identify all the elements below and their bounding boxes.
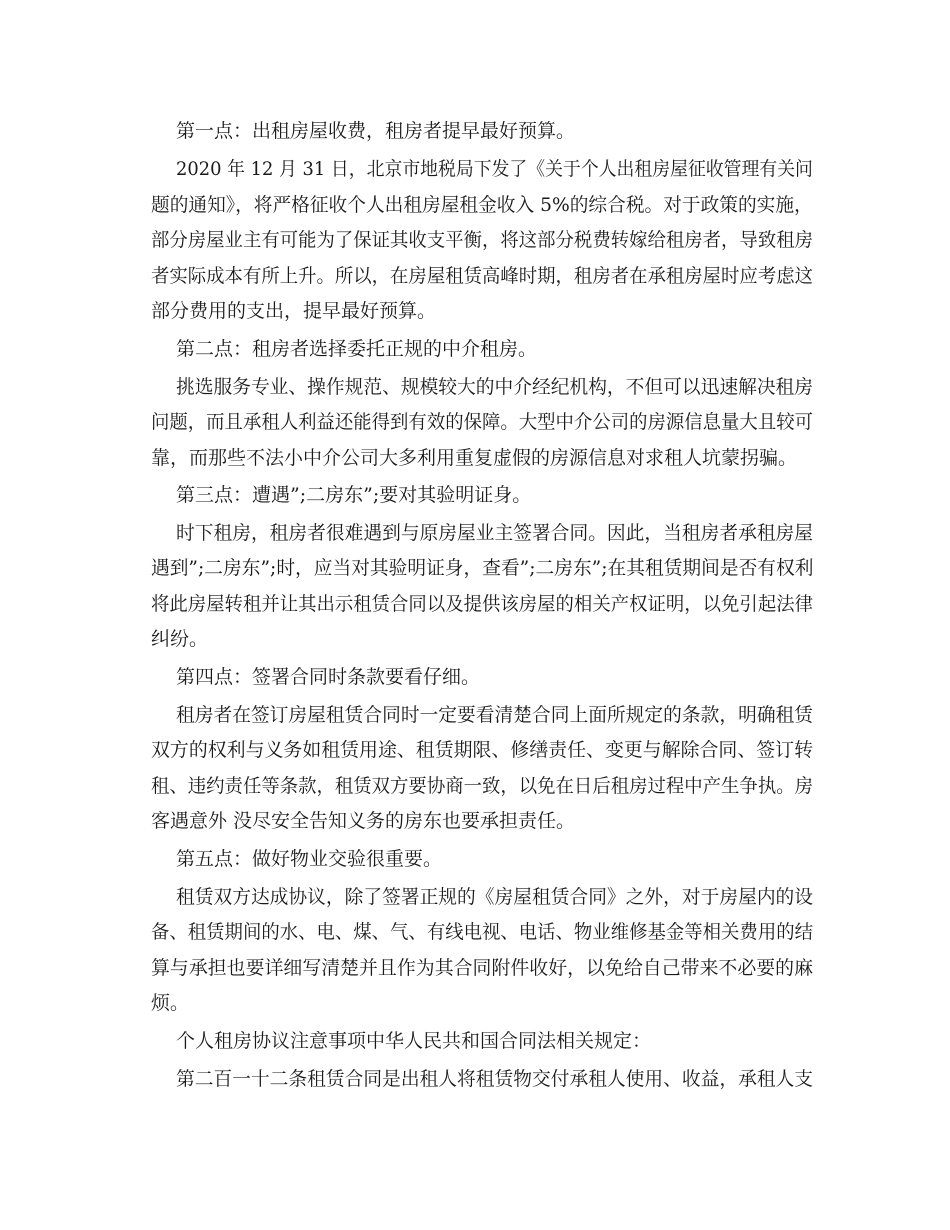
section-heading-contract-law: 个人租房协议注意事项中华人民共和国合同法相关规定：	[176, 1030, 652, 1052]
paragraph-line: 算与承担也要详细写清楚并且作为其合同附件收好，以免给自己带来不必要的麻	[151, 957, 814, 979]
paragraph-line: 双方的权利与义务如租赁用途、租赁期限、修缮责任、变更与解除合同、签订转	[151, 739, 814, 761]
paragraph-line: 客遇意外 没尽安全告知义务的房东也要承担责任。	[151, 810, 576, 832]
heading-point-4: 第四点：签署合同时条款要看仔细。	[176, 666, 481, 688]
paragraph-line: 烦。	[151, 992, 190, 1014]
paragraph-line: 题的通知》，将严格征收个人出租房屋租金收入 5%的综合税。对于政策的实施，	[151, 194, 813, 216]
paragraph-line: 租房者在签订房屋租赁合同时一定要看清楚合同上面所规定的条款，明确租赁	[176, 704, 814, 726]
paragraph-line: 问题，而且承租人利益还能得到有效的保障。大型中介公司的房源信息量大且较可	[151, 411, 813, 433]
paragraph-line: 部分房屋业主有可能为了保证其收支平衡，将这部分税费转嫁给租房者，导致租房	[151, 229, 813, 251]
heading-point-5: 第五点：做好物业交验很重要。	[176, 848, 443, 870]
paragraph-line: 2020 年 12 月 31 日，北京市地税局下发了《关于个人出租房屋征收管理有关问	[176, 158, 813, 180]
paragraph-line: 第二百一十二条租赁合同是出租人将租赁物交付承租人使用、收益，承租人支	[176, 1068, 814, 1090]
heading-point-1: 第一点：出租房屋收费，租房者提早最好预算。	[176, 120, 576, 142]
paragraph-line: 遇到”;二房东”;时，应当对其验明证身，查看”;二房东”;在其租赁期间是否有权利	[151, 557, 814, 579]
paragraph-line: 备、租赁期间的水、电、煤、气、有线电视、电话、物业维修基金等相关费用的结	[151, 921, 813, 943]
heading-point-2: 第二点：租房者选择委托正规的中介租房。	[176, 338, 538, 360]
heading-point-3: 第三点：遭遇”;二房东”;要对其验明证身。	[176, 484, 532, 506]
paragraph-line: 租赁双方达成协议，除了签署正规的《房屋租赁合同》之外，对于房屋内的设	[176, 886, 814, 908]
paragraph-line: 挑选服务专业、操作规范、规模较大的中介经纪机构，不但可以迅速解决租房	[176, 376, 814, 398]
paragraph-line: 租、违约责任等条款，租赁双方要协商一致，以免在日后租房过程中产生争执。房	[151, 775, 813, 797]
paragraph-line: 将此房屋转租并让其出示租赁合同以及提供该房屋的相关产权证明，以免引起法律	[151, 593, 813, 615]
paragraph-line: 者实际成本有所上升。所以，在房屋租赁高峰时期，租房者在承租房屋时应考虑这	[151, 265, 813, 287]
paragraph-line: 靠，而那些不法小中介公司大多利用重复虚假的房源信息对求租人坑蒙拐骗。	[151, 447, 798, 469]
paragraph-line: 部分费用的支出，提早最好预算。	[151, 300, 437, 322]
paragraph-line: 时下租房，租房者很难遇到与原房屋业主签署合同。因此，当租房者承租房屋	[176, 522, 814, 544]
paragraph-line: 纠纷。	[151, 628, 209, 650]
